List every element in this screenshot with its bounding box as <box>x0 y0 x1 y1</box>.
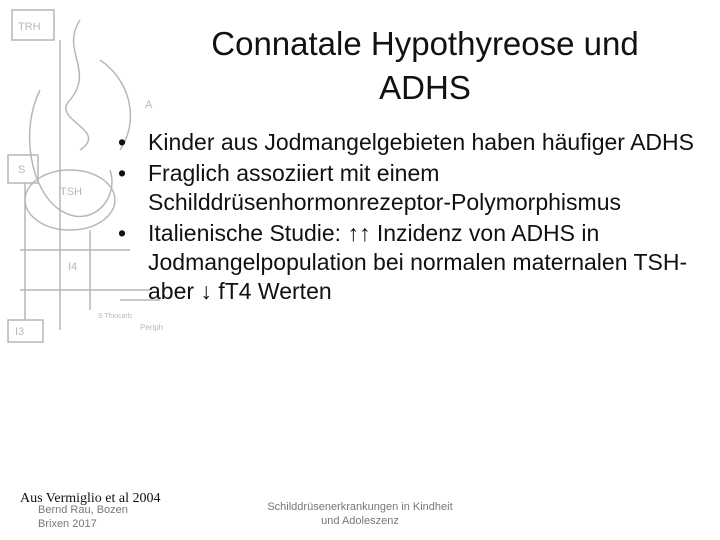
footer-topic-line2: und Adoleszenz <box>321 515 399 527</box>
diagram-label: S <box>18 164 26 176</box>
diagram-label: S Thiocarb <box>98 313 132 320</box>
bullet-marker: • <box>118 129 127 155</box>
footer-author-line2: Brixen 2017 <box>38 518 97 530</box>
slide-title-line2: ADHS <box>379 69 471 106</box>
bullet-text: Kinder aus Jodmangelgebieten haben häufiger ADHS <box>148 129 694 155</box>
footer-author <box>38 503 128 531</box>
slide-title <box>165 22 685 110</box>
bullet-text: Fraglich assoziiert mit einem Schilddrüsenhormonrezeptor-Polymorphismus <box>148 160 621 215</box>
diagram-label: Periph <box>140 323 164 332</box>
diagram-label: TRH <box>18 21 41 33</box>
bullet-list <box>118 128 698 308</box>
bullet-item <box>118 159 698 217</box>
footer-author-line1: Bernd Rau, Bozen <box>38 504 128 516</box>
diagram-label: I3 <box>15 326 25 338</box>
bullet-item <box>118 128 698 157</box>
source-caption: Aus Vermiglio et al 2004 <box>20 491 161 506</box>
slide-title-line1: Connatale Hypothyreose und <box>211 25 639 62</box>
bullet-text: Italienische Studie: ↑↑ Inzidenz von ADHS in Jodmangelpopulation bei normalen maternalen TSH- aber ↓ fT4 Werten <box>148 220 688 304</box>
diagram-label: I4 <box>68 261 78 273</box>
footer-topic-line1: Schilddrüsenerkrankungen in Kindheit <box>267 501 453 513</box>
bullet-item <box>118 219 698 306</box>
diagram-label: A <box>145 99 153 111</box>
bullet-marker: • <box>118 160 127 186</box>
diagram-label: TSH <box>60 186 82 198</box>
footer-topic <box>250 500 470 528</box>
bullet-marker: • <box>118 220 127 246</box>
